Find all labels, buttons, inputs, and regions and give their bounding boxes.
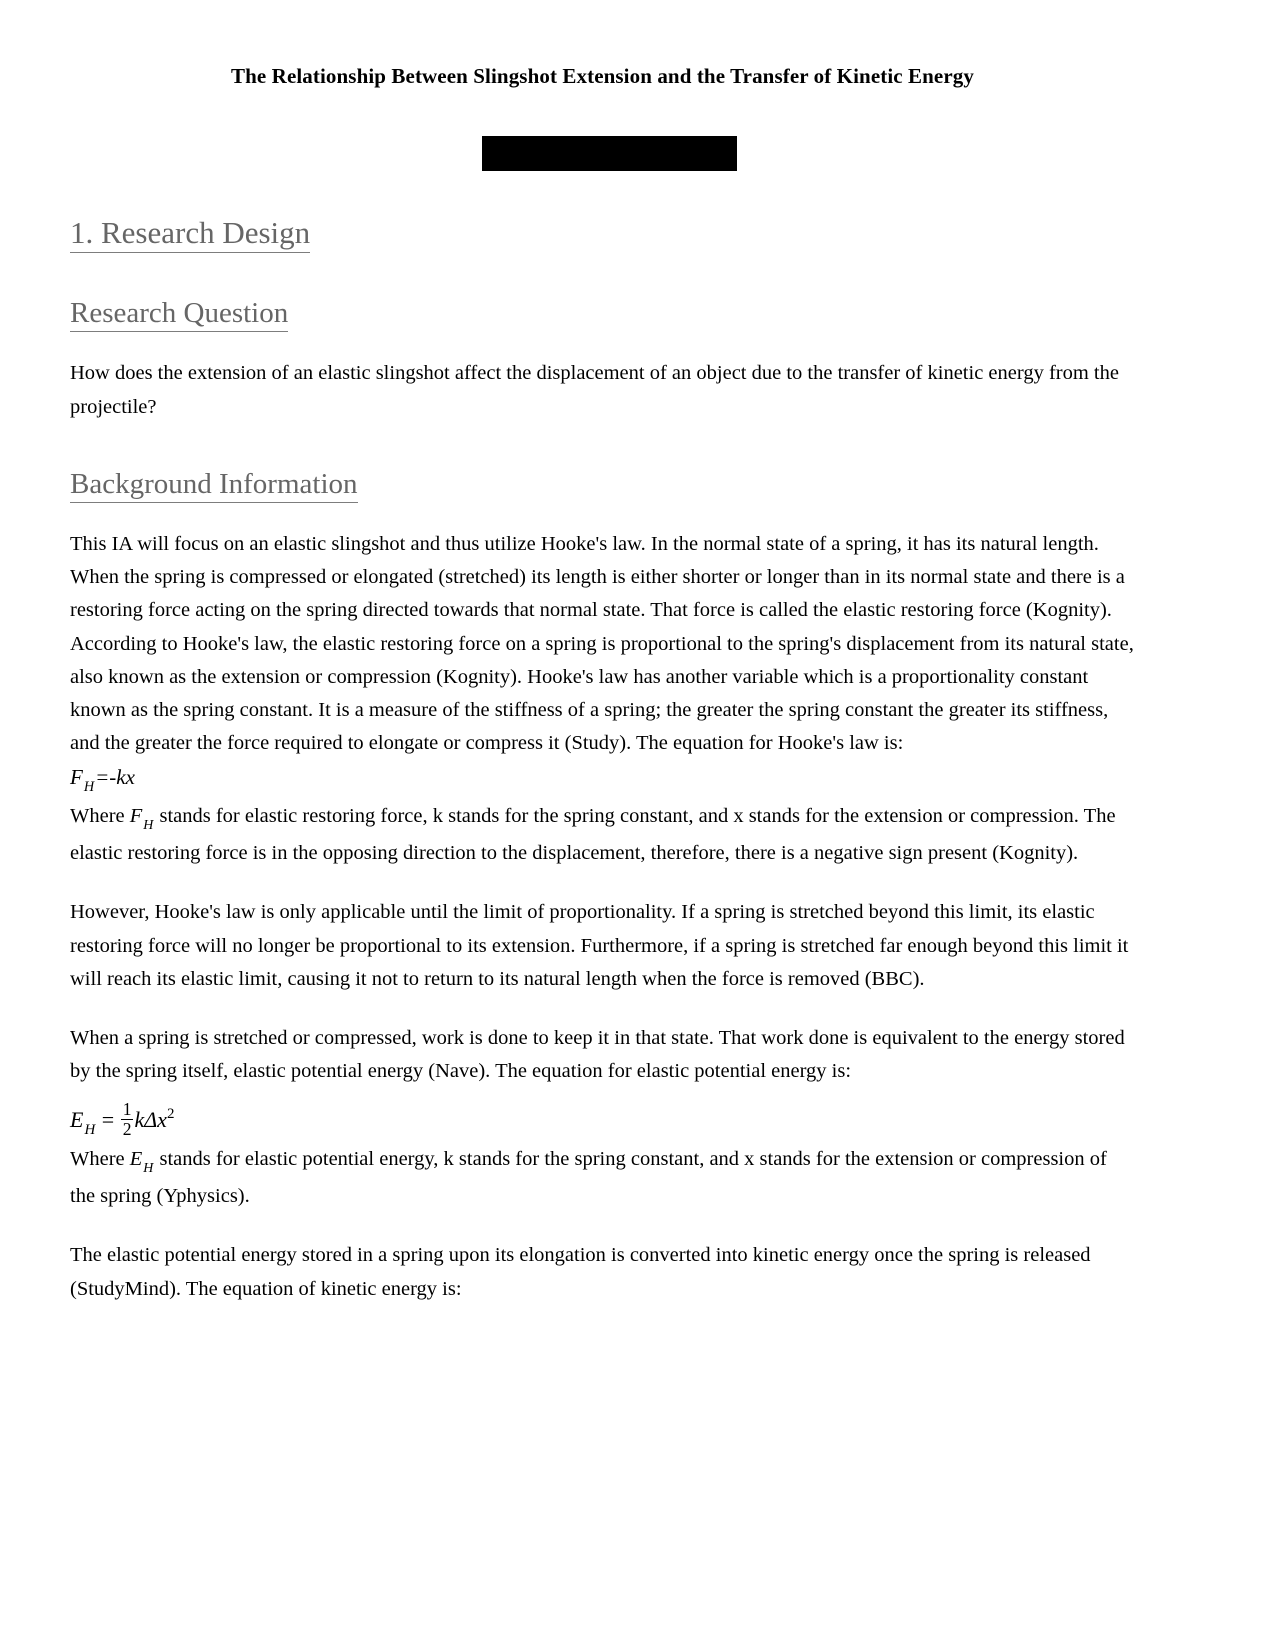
redacted-name-block <box>482 136 737 171</box>
paragraph-epe-definition <box>70 1143 1135 1214</box>
doc-title-text: The Relationship Between Slingshot Extension and the Transfer of Kinetic Energy <box>231 64 974 88</box>
paragraph-kinetic-energy: The elastic potential energy stored in a spring upon its elongation is converted into kinetic energy once the spring is released (StudyMind). The equation of kinetic energy is: <box>70 1244 1091 1300</box>
paragraph-work-done: When a spring is stretched or compressed, work is done to keep it in that state. That work done is equivalent to the energy stored by the spring itself, elastic potential energy (Nave). The equation for elastic potential energy is: <box>70 1026 1125 1083</box>
epe-def-subscript: H <box>143 1160 154 1176</box>
formula-hookes-law <box>70 766 1135 795</box>
formula-epe-equals: = <box>101 1107 115 1133</box>
epe-def-pre: Where <box>70 1147 130 1170</box>
formula-epe-fraction <box>121 1100 134 1138</box>
heading-research-question-label: Research Question <box>70 297 288 332</box>
paragraph-limit-of-proportionality: However, Hooke's law is only applicable until the limit of proportionality. If a spring is stretched beyond this limit, its elastic restoring force will no longer be proportional to its extension. Furthermore, if a spring is stretched far enough beyond this limit it will reach its elastic limit, causing it not to return to its natural length when the force is removed (BBC). <box>70 901 1129 990</box>
formula-epe-tail: kΔx <box>134 1107 167 1133</box>
epe-def-post: stands for elastic potential energy, k stands for the spring constant, and x stands for the extension or compression of the spring (Yphysics). <box>70 1147 1107 1208</box>
heading-background-information <box>70 466 1135 502</box>
epe-def-variable: E <box>129 1147 143 1170</box>
hookes-def-post: stands for elastic restoring force, k stands for the spring constant, and x stands for the extension or compression. The elastic restoring force is in the opposing direction to the displacement, therefore, there is a negative sign present (Kognity). <box>70 804 1116 865</box>
paragraph-research-question: How does the extension of an elastic slingshot affect the displacement of an object due to the transfer of kinetic energy from the projectile? <box>70 362 1119 418</box>
formula-epe-exponent: 2 <box>166 1106 175 1123</box>
formula-elastic-potential-energy <box>70 1100 1135 1138</box>
document-content <box>70 62 1135 1306</box>
formula-epe-fraction-denominator: 2 <box>122 1118 132 1139</box>
hookes-def-variable: F <box>129 804 143 827</box>
formula-epe-subscript: H <box>84 1122 96 1139</box>
heading-background-information-label: Background Information <box>70 468 358 503</box>
heading-research-design <box>70 214 1135 253</box>
hookes-def-pre: Where <box>70 804 130 827</box>
heading-research-design-label: 1. Research Design <box>70 215 310 253</box>
formula-hookes-law-rest: =-kx <box>95 765 135 790</box>
redaction-row <box>70 136 1135 172</box>
paragraph-hookes-law-definition <box>70 800 1135 871</box>
formula-epe-fraction-numerator: 1 <box>122 1099 132 1120</box>
formula-epe-variable: E <box>70 1107 84 1133</box>
page-title <box>70 62 1135 90</box>
formula-hookes-law-variable: F <box>70 765 83 790</box>
formula-hookes-law-subscript: H <box>83 778 95 795</box>
paragraph-background-1: This IA will focus on an elastic slingshot and thus utilize Hooke's law. In the normal state of a spring, it has its natural length. When the spring is compressed or elongated (stretched) its length is either shorter or longer than in its normal state and there is a restoring force acting on the spring directed towards that normal state. That force is called the elastic restoring force (Kognity). According to Hooke's law, the elastic restoring force on a spring is proportional to the spring's displacement from its natural state, also known as the extension or compression (Kognity). Hooke's law has another variable which is a proportionality constant known as the spring constant. It is a measure of the stiffness of a spring; the greater the spring constant the greater its stiffness, and the greater the force required to elongate or compress it (Study). The equation for Hooke's law is: <box>70 533 1134 755</box>
heading-research-question <box>70 295 1135 331</box>
hookes-def-subscript: H <box>143 817 154 833</box>
